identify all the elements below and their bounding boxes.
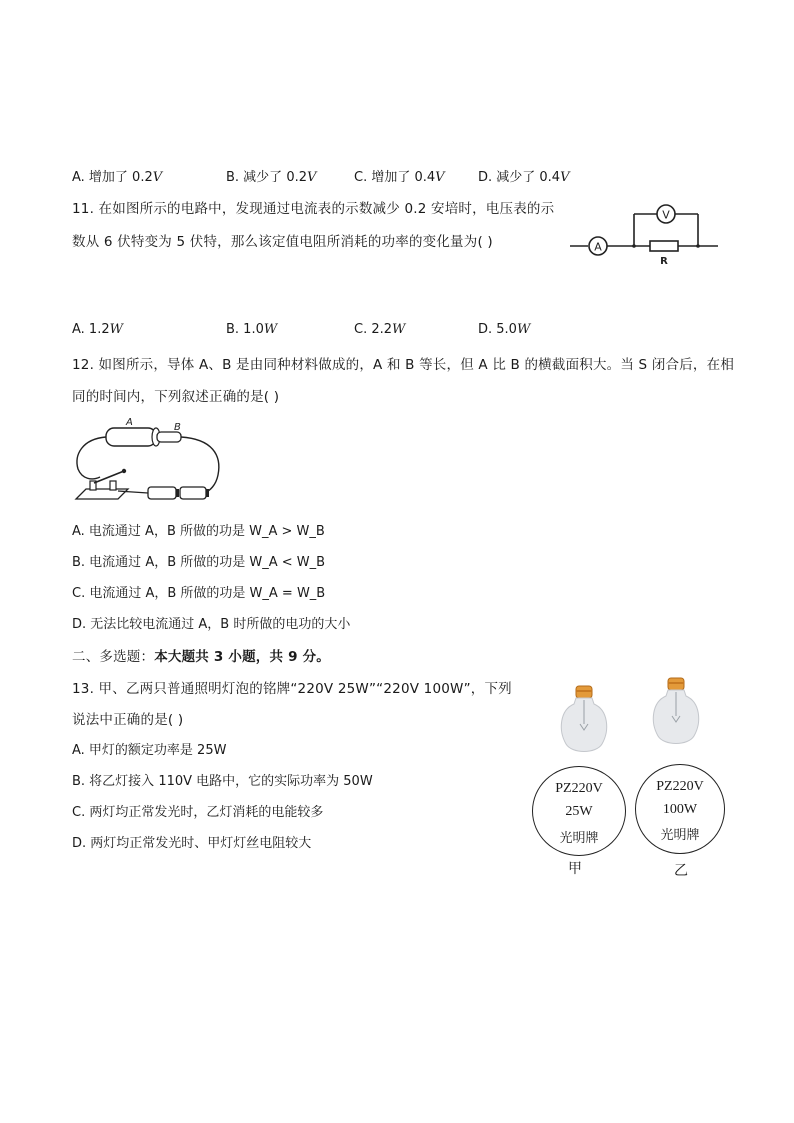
q13-option-d: D. 两灯均正常发光时、甲灯灯丝电阻较大 (72, 836, 312, 851)
q12-conductor-circuit-figure (72, 415, 224, 505)
bulb-jia-illustration (556, 684, 612, 760)
q13-option-c: C. 两灯均正常发光时，乙灯消耗的电能较多 (72, 805, 324, 820)
section-heading: 二、多选题：本大题共 3 小题，共 9 分。 (72, 649, 330, 665)
q13-stem-line2: 说法中正确的是( ) (72, 712, 184, 728)
q11-option-c: C. 2.2W (354, 322, 406, 337)
q10-option-b: B. 减少了 0.2V (226, 170, 317, 185)
q11-stem-line1: 11. 在如图所示的电路中，发现通过电流表的示数减少 0.2 安培时，电压表的示 (72, 201, 555, 217)
bulb-jia-nameplate: PZ220V 25W 光明牌 (532, 766, 626, 856)
q11-circuit-diagram (568, 200, 724, 270)
svg-text:A: A (126, 417, 133, 428)
q11-option-b: B. 1.0W (226, 322, 278, 337)
q13-stem-line1: 13. 甲、乙两只普通照明灯泡的铭牌“220V 25W”“220V 100W”，下列 (72, 681, 512, 697)
q12-stem-line2: 同的时间内，下列叙述正确的是( ) (72, 389, 280, 405)
q12-option-c: C. 电流通过 A，B 所做的功是 W_A = W_B (72, 586, 326, 601)
q12-option-a: A. 电流通过 A，B 所做的功是 W_A > W_B (72, 524, 325, 539)
q13-option-a: A. 甲灯的额定功率是 25W (72, 743, 227, 758)
conductor-b (157, 432, 181, 442)
battery-2 (180, 487, 206, 499)
q12-stem-line1: 12. 如图所示，导体 A、B 是由同种材料做成的，A 和 B 等长，但 A 比 B 的横截面积大。当 S 闭合后，在相 (72, 357, 735, 373)
bulb-yi-label: 乙 (674, 863, 688, 879)
q11-stem-line2: 数从 6 伏特变为 5 伏特，那么该定值电阻所消耗的功率的变化量为( ) (72, 234, 493, 250)
bulb-jia-label: 甲 (568, 861, 582, 877)
q10-option-c: C. 增加了 0.4V (354, 170, 445, 185)
bulb-yi-nameplate: PZ220V 100W 光明牌 (635, 764, 725, 854)
q11-option-a: A. 1.2W (72, 322, 123, 337)
svg-text:B: B (174, 422, 181, 433)
svg-text:V: V (662, 208, 670, 222)
q10-option-a: A. 增加了 0.2V (72, 170, 163, 185)
svg-text:R: R (660, 256, 668, 267)
q11-option-d: D. 5.0W (478, 322, 531, 337)
battery-1 (148, 487, 176, 499)
svg-text:A: A (594, 240, 602, 254)
q10-option-d: D. 减少了 0.4V (478, 170, 570, 185)
conductor-a (106, 428, 156, 446)
q12-option-d: D. 无法比较电流通过 A，B 时所做的电功的大小 (72, 617, 351, 632)
q12-option-b: B. 电流通过 A，B 所做的功是 W_A < W_B (72, 555, 326, 570)
q13-option-b: B. 将乙灯接入 110V 电路中，它的实际功率为 50W (72, 774, 373, 789)
bulb-yi-illustration (648, 676, 704, 752)
resistor-symbol (650, 241, 678, 251)
